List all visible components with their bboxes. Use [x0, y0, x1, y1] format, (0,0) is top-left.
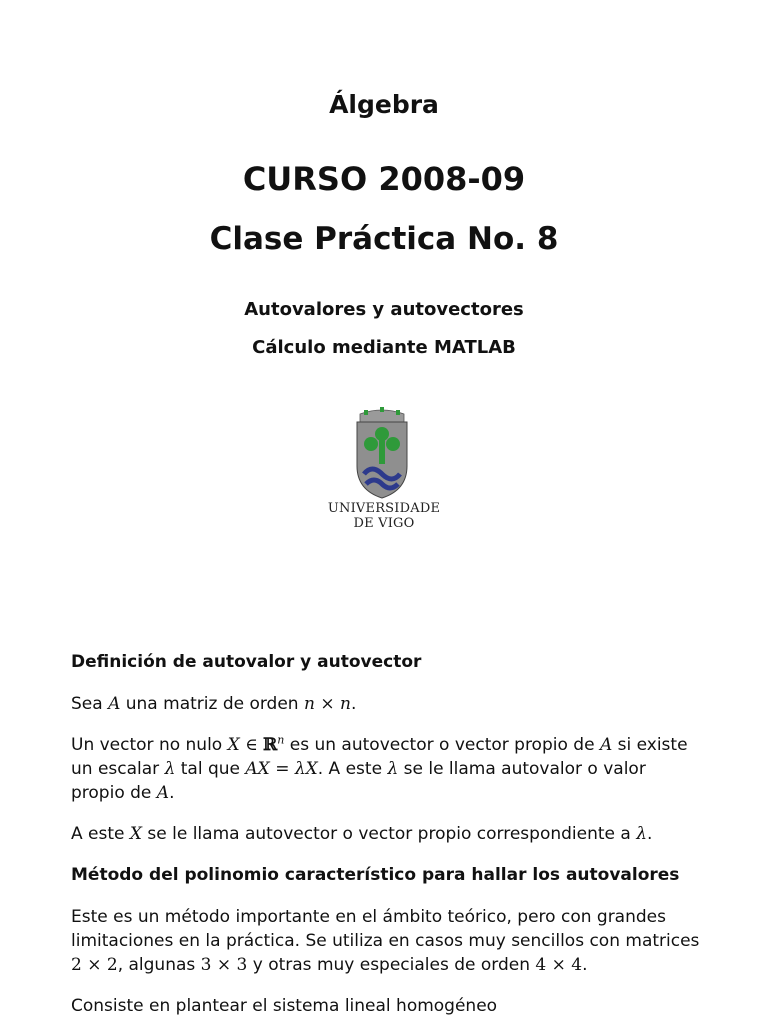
section-heading-definition: Definición de autovalor y autovector — [71, 652, 422, 672]
course-title: CURSO 2008-09 — [242, 160, 526, 198]
class-title: Clase Práctica No. 8 — [209, 221, 559, 257]
paragraph-eigen-definition: Un vector no nulo X ∈ ℝ$^n$ es un autovector o vector propio de A si existe un escalar λ tal que AX = λX. A este λ se le llama autovalor o valor propio de A. — [71, 733, 688, 803]
subject-title: Álgebra — [329, 90, 439, 119]
paragraph-method-description: Este es un método importante en el ámbito teórico, pero con grandes limitaciones en la práctica. Se utiliza en casos muy sencillos con matrices 2 × 2, algunas 3 × 3 y otras muy especiales de orden 4 × 4. — [71, 907, 700, 975]
paragraph-matrix-order: Sea A una matriz de orden n × n. — [71, 694, 357, 714]
university-crest-icon — [354, 404, 410, 500]
paragraph-homogeneous-system: Consiste en plantear el sistema lineal homogéneo — [71, 996, 498, 1016]
section-heading-method: Método del polinomio característico para hallar los autovalores — [71, 865, 680, 885]
university-name-line1: UNIVERSIDADE — [327, 501, 441, 516]
method-subtitle: Cálculo mediante MATLAB — [252, 337, 516, 358]
topic-subtitle: Autovalores y autovectores — [244, 299, 524, 320]
paragraph-eigenvector: A este X se le llama autovector o vector propio correspondiente a λ. — [71, 824, 653, 844]
university-name-line2: DE VIGO — [353, 516, 415, 531]
